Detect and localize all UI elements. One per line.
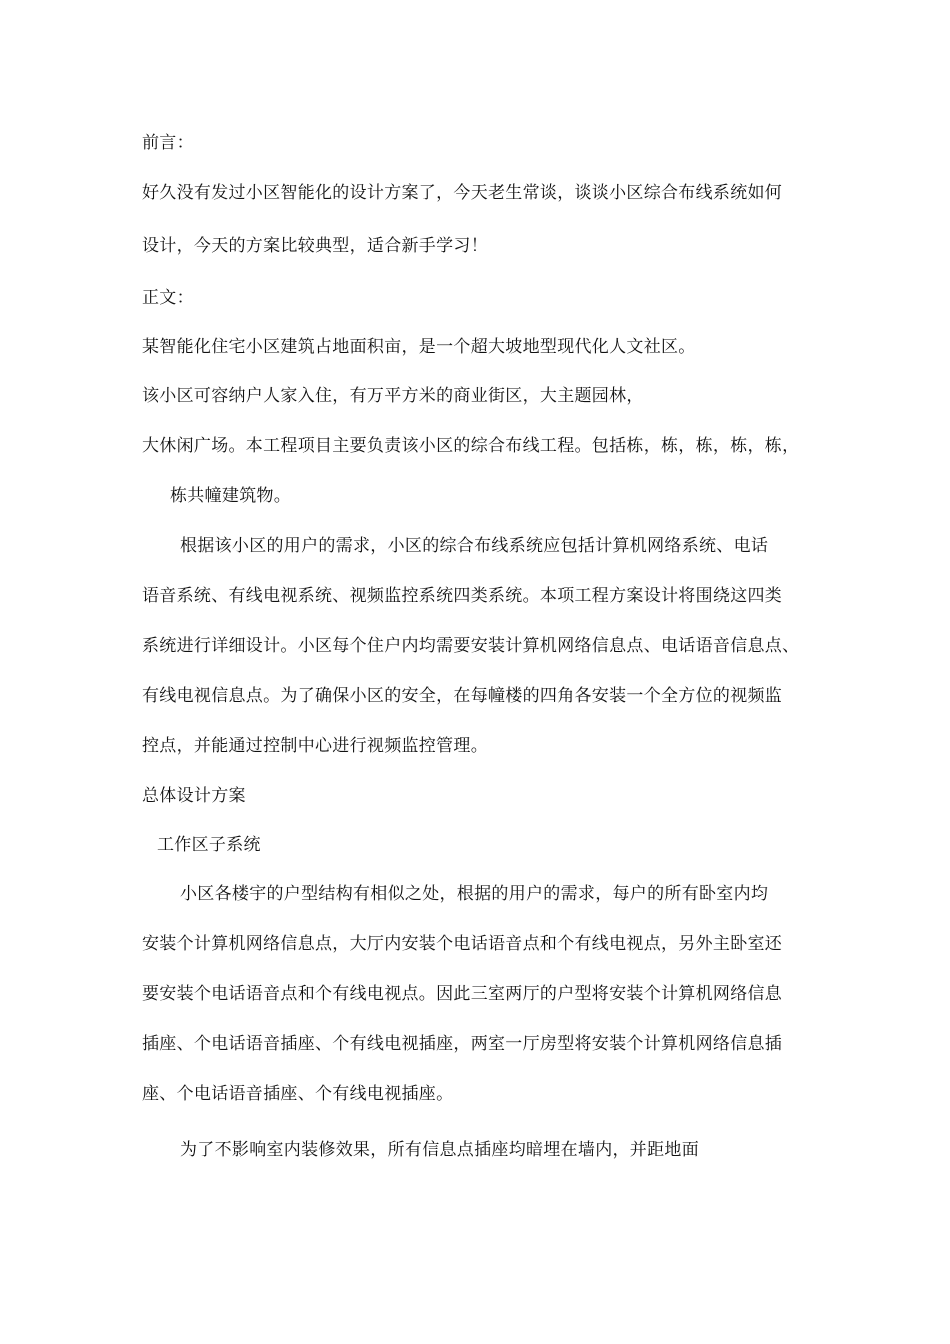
paragraph-line: 要安装个电话语音点和个有线电视点。因此三室两厅的户型将安装个计算机网络信息 [142,984,783,1004]
preface-heading: 前言： [142,133,194,153]
section-heading: 总体设计方案 [142,786,246,806]
paragraph-line: 根据该小区的用户的需求，小区的综合布线系统应包括计算机网络系统、电话 [180,536,769,556]
paragraph-line: 小区各楼宇的户型结构有相似之处，根据的用户的需求，每户的所有卧室内均 [180,884,769,904]
paragraph-line: 大休闲广场。本工程项目主要负责该小区的综合布线工程。包括栋，栋，栋，栋，栋， [142,436,800,456]
paragraph-line: 控点，并能通过控制中心进行视频监控管理。 [142,736,488,756]
paragraph-line: 语音系统、有线电视系统、视频监控系统四类系统。本项工程方案设计将围绕这四类 [142,586,783,606]
paragraph-line: 插座、个电话语音插座、个有线电视插座，两室一厅房型将安装个计算机网络信息插 [142,1034,783,1054]
preface-text-line: 好久没有发过小区智能化的设计方案了，今天老生常谈，谈谈小区综合布线系统如何 [142,183,783,203]
paragraph-line: 座、个电话语音插座、个有线电视插座。 [142,1084,454,1104]
paragraph-line: 为了不影响室内装修效果，所有信息点插座均暗埋在墙内，并距地面 [180,1140,699,1160]
paragraph-line: 安装个计算机网络信息点，大厅内安装个电话语音点和个有线电视点，另外主卧室还 [142,934,783,954]
paragraph-line: 某智能化住宅小区建筑占地面积亩，是一个超大坡地型现代化人文社区。 [142,337,696,357]
preface-text-line: 设计，今天的方案比较典型，适合新手学习！ [142,236,488,256]
paragraph-line: 栋共幢建筑物。 [170,486,292,506]
paragraph-line: 系统进行详细设计。小区每个住户内均需要安装计算机网络信息点、电话语音信息点、 [142,636,800,656]
paragraph-line: 该小区可容纳户人家入住，有万平方米的商业街区，大主题园林， [142,386,644,406]
subsection-heading: 工作区子系统 [157,835,261,855]
paragraph-line: 有线电视信息点。为了确保小区的安全，在每幢楼的四角各安装一个全方位的视频监 [142,686,783,706]
body-heading: 正文： [142,288,194,308]
